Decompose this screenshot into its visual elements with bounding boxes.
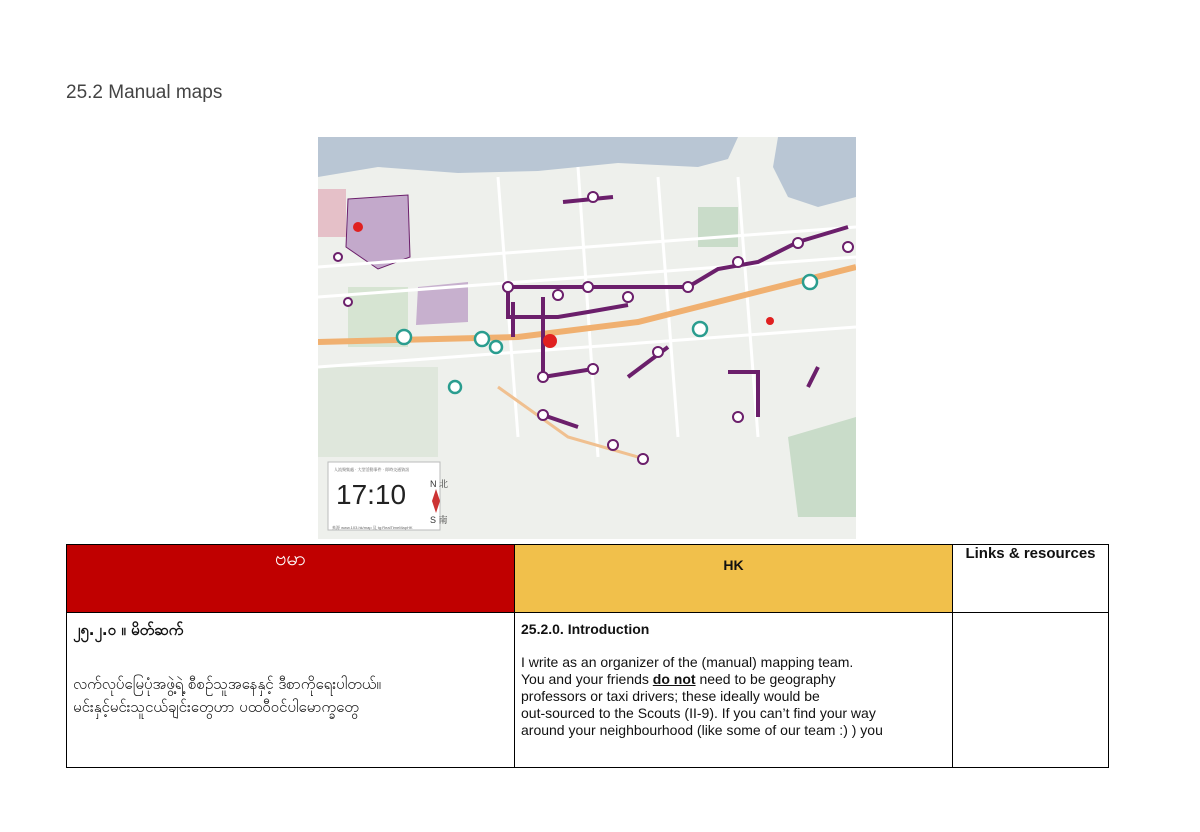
translation-table: [66, 544, 1109, 768]
bay-water: [773, 137, 856, 207]
incident-marker: [353, 222, 363, 232]
event-zone: [318, 189, 346, 237]
burmese-line: မင်းနှင့်မင်းသူငယ်ချင်းတွေဟာ ပထဝီဝင်ပါမောက္ခတွေ: [73, 698, 359, 716]
hill-area: [318, 367, 438, 457]
links-cell: [953, 613, 1109, 768]
compass-south-label: S 南: [430, 515, 448, 525]
hk-line: You and your friends do not need to be geography: [521, 671, 836, 687]
burmese-heading: ၂၅.၂.၀ ။ မိတ်ဆက်: [73, 621, 184, 639]
compass-north-label: N 北: [430, 479, 449, 489]
no-entry-marker: [766, 317, 774, 325]
map-legend-text: 人流聚集處 · 大型活動事件 · 即時交通資訊: [334, 467, 410, 472]
header-links: [953, 545, 1109, 613]
hk-line: I write as an organizer of the (manual) mapping team.: [521, 654, 854, 670]
table-row: [67, 613, 1109, 768]
burmese-line: လက်လုပ်မြေပုံအဖွဲ့ရဲ့ စီစဉ်သူအနေနှင့် ဒီစာကိုရေးပါတယ်။: [73, 675, 381, 693]
map-figure: [318, 137, 856, 539]
hk-heading: 25.2.0. Introduction: [521, 621, 650, 637]
burmese-body: [73, 673, 508, 719]
map-credit: 來源 www.103.hk/map 及 tg:RealTimeMapHK: [332, 525, 413, 530]
map-clock: 17:10: [336, 479, 407, 510]
emphasis-text: do not: [652, 671, 696, 687]
park-area: [698, 207, 738, 247]
hk-line: around your neighbourhood (like some of our team :) ) you: [521, 722, 883, 738]
hk-body: [521, 654, 946, 739]
burmese-cell: [67, 613, 515, 768]
incident-marker: [543, 334, 557, 348]
header-burmese: ဗမာ: [67, 545, 515, 613]
event-zone: [346, 195, 410, 269]
hk-cell: [515, 613, 953, 768]
hk-line: out-sourced to the Scouts (II-9). If you can’t find your way: [521, 705, 876, 721]
section-heading: 25.2 Manual maps: [66, 82, 223, 103]
park-area: [788, 417, 856, 517]
header-hk: HK: [515, 545, 953, 613]
header-links-label: Links & resources: [965, 545, 1096, 562]
harbour-water: [318, 137, 738, 177]
hk-line: professors or taxi drivers; these ideally would be: [521, 688, 820, 704]
table-header-row: [67, 545, 1109, 613]
